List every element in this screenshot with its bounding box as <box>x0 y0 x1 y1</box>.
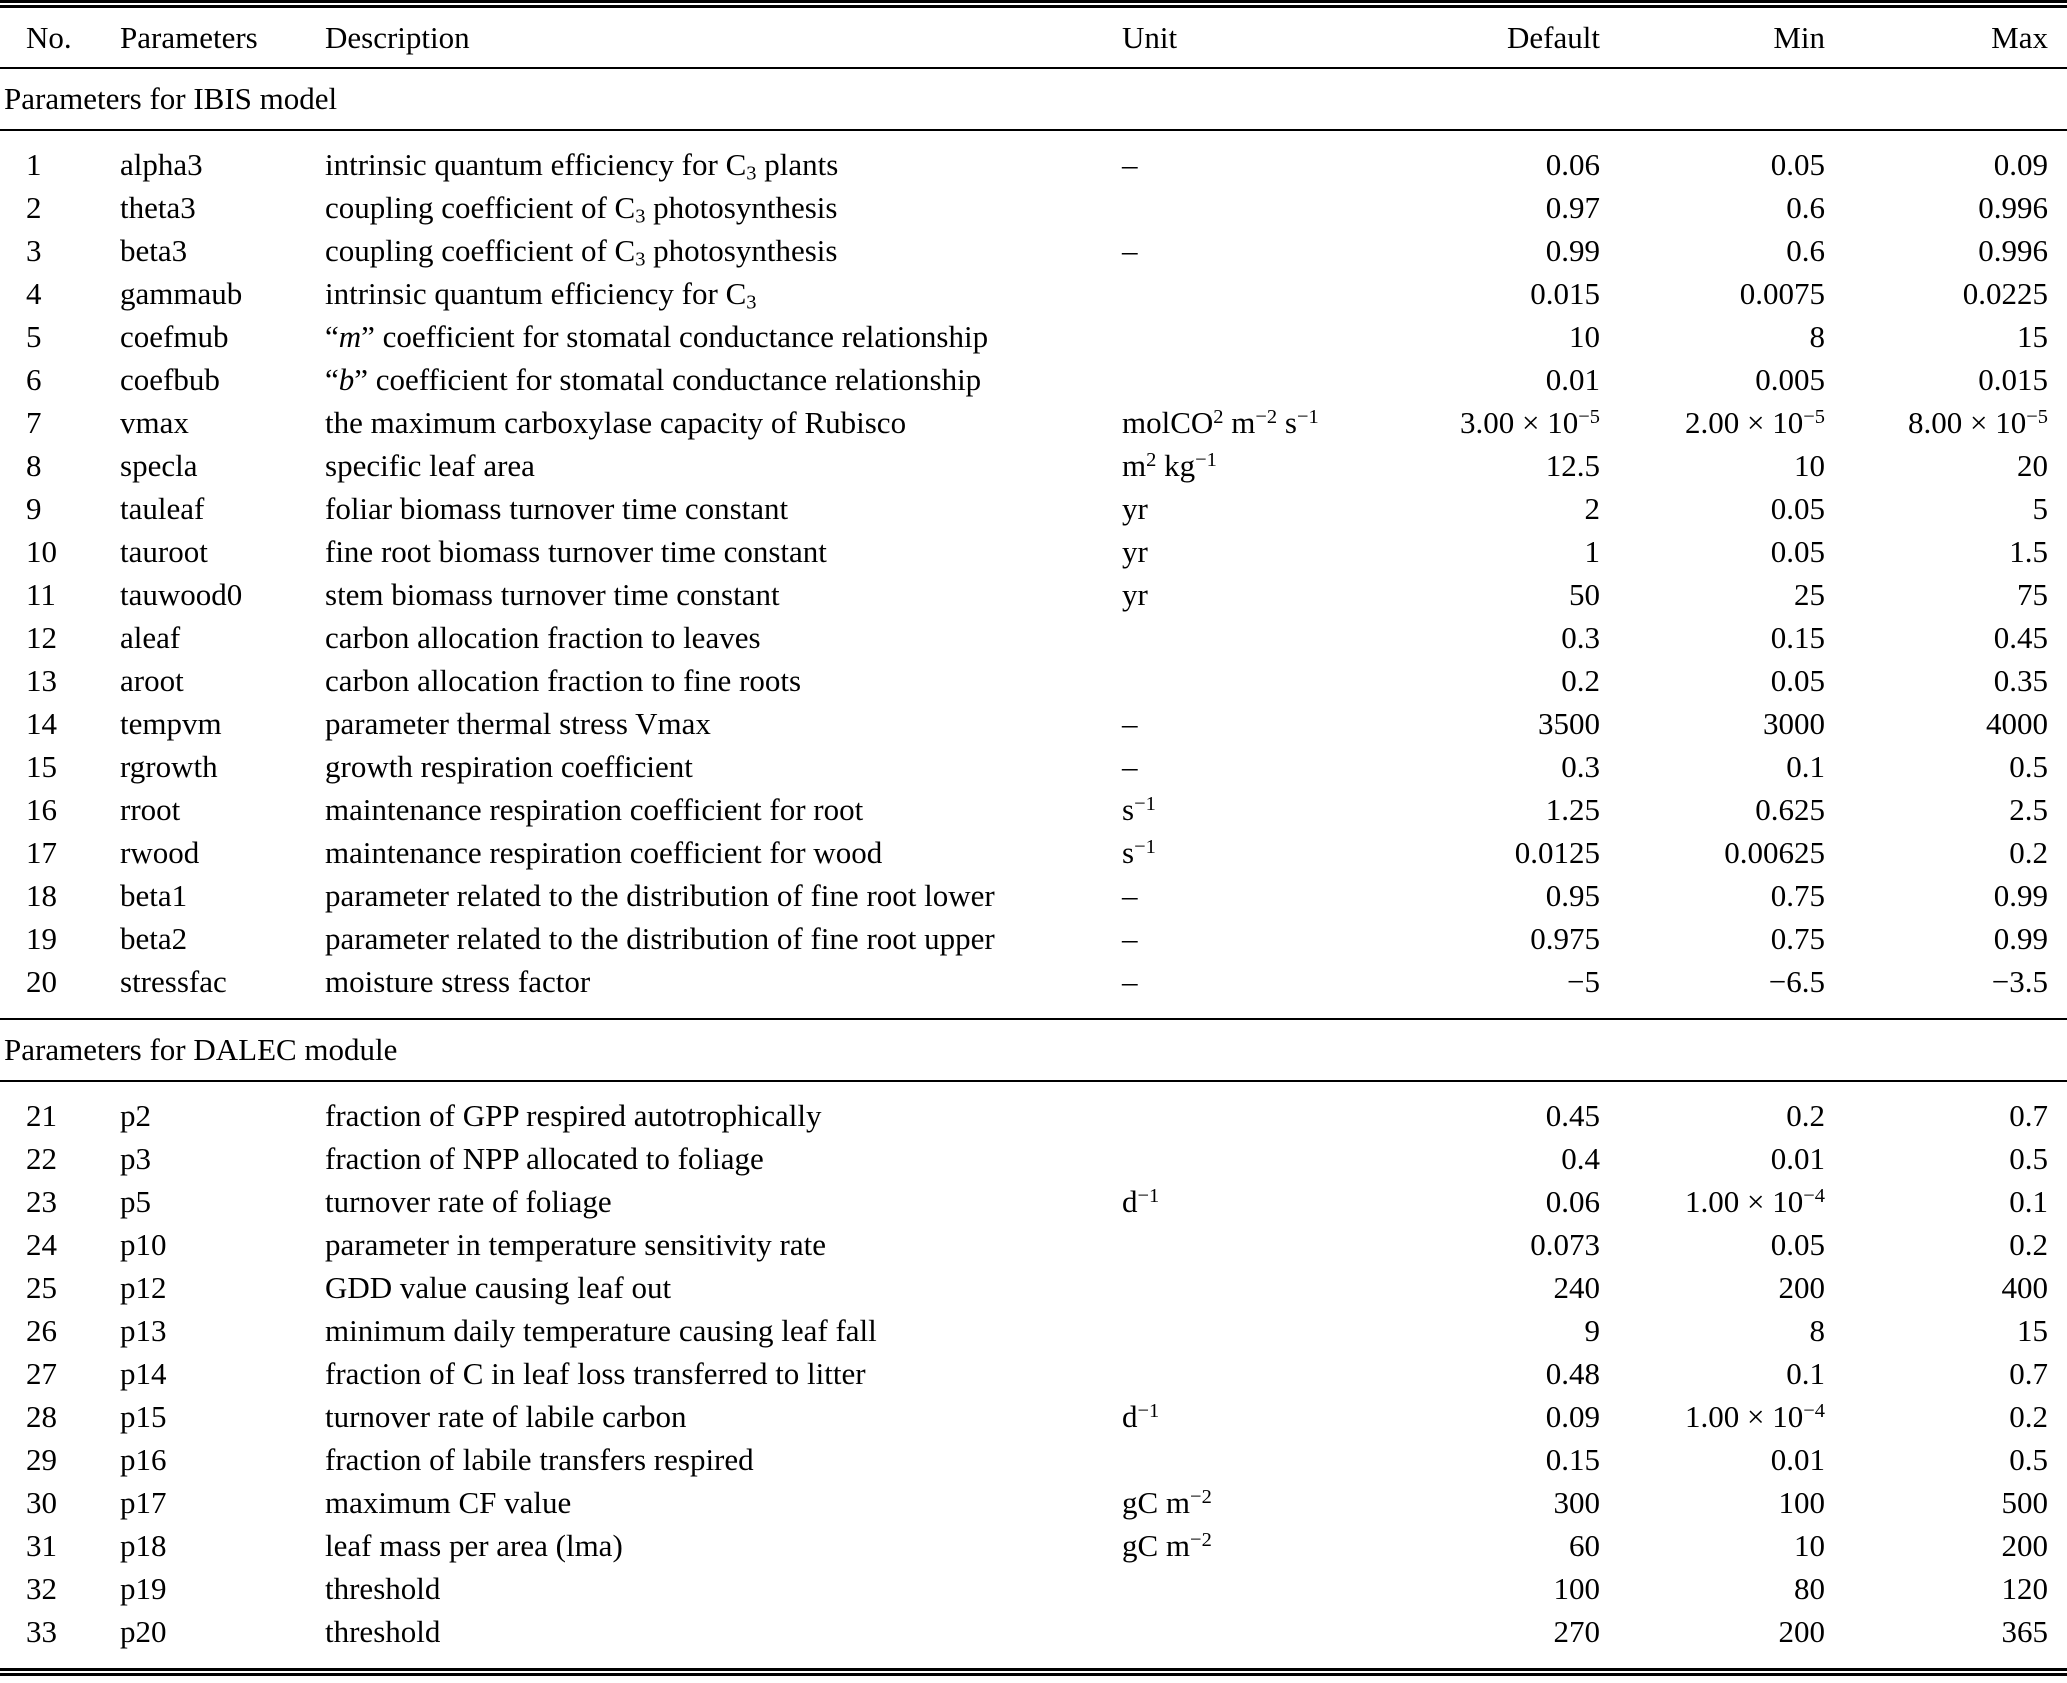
cell-unit: molCO$^2$ $m^{-2}$ $s^{-1}$ <box>1122 405 1319 440</box>
cell-default: 0.3 <box>1561 620 1600 655</box>
cell-unit: $s^{-1}$ <box>1122 792 1156 827</box>
cell-default: 0.09 <box>1545 1399 1600 1434</box>
cell-unit: $d^{-1}$ <box>1122 1184 1160 1219</box>
cell-min: 0.2 <box>1786 1098 1825 1133</box>
cell-max: 0.996 <box>1978 190 2048 225</box>
cell-no: 9 <box>26 491 42 526</box>
cell-default: 0.975 <box>1530 921 1600 956</box>
cell-param: rroot <box>120 792 181 827</box>
cell-desc: parameter thermal stress Vmax <box>325 706 711 741</box>
column-header-no: No. <box>26 19 72 55</box>
table-body <box>0 68 2067 1668</box>
cell-desc: parameter related to the distribution of fine root upper <box>325 921 995 956</box>
cell-max: 0.5 <box>2009 1442 2048 1477</box>
cell-param: vmax <box>120 405 189 440</box>
cell-min: 0.05 <box>1770 491 1825 526</box>
cell-default: 1 <box>1584 534 1600 569</box>
cell-unit <box>1122 1352 1435 1395</box>
cell-max: 0.0225 <box>1962 276 2048 311</box>
cell-unit <box>1122 315 1435 358</box>
cell-unit: gC $m^{-2}$ <box>1122 1485 1212 1520</box>
cell-desc: turnover rate of foliage <box>325 1184 612 1219</box>
table-row <box>0 1266 2067 1309</box>
cell-no: 12 <box>26 620 57 655</box>
table-row <box>0 917 2067 960</box>
cell-default: 0.45 <box>1545 1098 1600 1133</box>
cell-unit: yr <box>1122 491 1148 526</box>
cell-desc: stem biomass turnover time constant <box>325 577 780 612</box>
cell-no: 5 <box>26 319 42 354</box>
cell-no: 23 <box>26 1184 57 1219</box>
cell-default: 0.06 <box>1545 1184 1600 1219</box>
cell-no: 14 <box>26 706 57 741</box>
cell-min: 8 <box>1809 319 1825 354</box>
cell-no: 24 <box>26 1227 57 1262</box>
cell-no: 18 <box>26 878 57 913</box>
cell-param: gammaub <box>120 276 243 311</box>
cell-max: 400 <box>2001 1270 2048 1305</box>
cell-desc: fraction of GPP respired autotrophically <box>325 1098 822 1133</box>
cell-no: 2 <box>26 190 42 225</box>
cell-param: stressfac <box>120 964 227 999</box>
cell-unit: – <box>1122 706 1138 741</box>
cell-default: 0.0125 <box>1514 835 1600 870</box>
column-header-parameters: Parameters <box>120 19 258 55</box>
table-row <box>0 616 2067 659</box>
table-row <box>0 1309 2067 1352</box>
cell-desc: leaf mass per area (lma) <box>325 1528 623 1563</box>
table-row <box>0 1081 2067 1137</box>
cell-min: 8 <box>1809 1313 1825 1348</box>
cell-max: 0.45 <box>1993 620 2048 655</box>
table-row <box>0 1180 2067 1223</box>
cell-min: 25 <box>1794 577 1825 612</box>
cell-default: 100 <box>1553 1571 1600 1606</box>
cell-min: 0.01 <box>1770 1442 1825 1477</box>
table-row <box>0 401 2067 444</box>
cell-param: p3 <box>120 1141 151 1176</box>
cell-max: 0.1 <box>2009 1184 2048 1219</box>
cell-max: 0.2 <box>2009 835 2048 870</box>
cell-no: 19 <box>26 921 57 956</box>
cell-unit <box>1122 1266 1435 1309</box>
cell-default: 0.99 <box>1545 233 1600 268</box>
cell-desc: “m” coefficient for stomatal conductance relationship <box>325 319 989 354</box>
cell-max: 2.5 <box>2009 792 2048 827</box>
cell-desc: threshold <box>325 1614 441 1649</box>
cell-desc: fraction of NPP allocated to foliage <box>325 1141 764 1176</box>
cell-desc: carbon allocation fraction to fine roots <box>325 663 802 698</box>
cell-default: 0.15 <box>1545 1442 1600 1477</box>
cell-unit <box>1122 1438 1435 1481</box>
table-row <box>0 659 2067 702</box>
cell-unit: – <box>1122 878 1138 913</box>
cell-unit: $m^2$ $kg^{-1}$ <box>1122 448 1217 483</box>
cell-unit <box>1122 1223 1435 1266</box>
cell-param: theta3 <box>120 190 196 225</box>
cell-no: 6 <box>26 362 42 397</box>
column-header-min: Min <box>1773 19 1825 55</box>
cell-param: beta3 <box>120 233 188 268</box>
table-row <box>0 1137 2067 1180</box>
cell-max: 75 <box>2017 577 2048 612</box>
cell-param: specla <box>120 448 198 483</box>
cell-max: 0.2 <box>2009 1227 2048 1262</box>
cell-param: beta1 <box>120 878 188 913</box>
cell-default: 2 <box>1584 491 1600 526</box>
cell-no: 15 <box>26 749 57 784</box>
cell-param: p17 <box>120 1485 167 1520</box>
cell-min: 0.05 <box>1770 1227 1825 1262</box>
cell-no: 33 <box>26 1614 57 1649</box>
cell-max: 120 <box>2001 1571 2048 1606</box>
cell-max: 0.35 <box>1993 663 2048 698</box>
cell-param: tauleaf <box>120 491 205 526</box>
cell-param: aroot <box>120 663 184 698</box>
cell-min: 0.75 <box>1770 921 1825 956</box>
cell-unit: – <box>1122 964 1138 999</box>
table-row <box>0 1567 2067 1610</box>
cell-unit <box>1122 1610 1435 1668</box>
table-row <box>0 573 2067 616</box>
cell-min: 3000 <box>1763 706 1825 741</box>
cell-max: 0.7 <box>2009 1098 2048 1133</box>
cell-max: 0.7 <box>2009 1356 2048 1391</box>
table-row <box>0 788 2067 831</box>
cell-max: 15 <box>2017 1313 2048 1348</box>
table-row <box>0 1481 2067 1524</box>
column-header-default: Default <box>1507 19 1600 55</box>
cell-default: 3500 <box>1538 706 1600 741</box>
cell-unit <box>1122 1567 1435 1610</box>
cell-min: 200 <box>1778 1614 1825 1649</box>
cell-no: 13 <box>26 663 57 698</box>
cell-no: 31 <box>26 1528 57 1563</box>
cell-min: 0.00625 <box>1724 835 1825 870</box>
cell-min: −6.5 <box>1768 964 1825 999</box>
cell-max: 0.996 <box>1978 233 2048 268</box>
cell-min: 0.15 <box>1770 620 1825 655</box>
cell-no: 4 <box>26 276 42 311</box>
cell-min: 0.1 <box>1786 1356 1825 1391</box>
cell-min: $1.00 \times 10^{-4}$ <box>1685 1399 1825 1434</box>
cell-param: tempvm <box>120 706 222 741</box>
cell-min: 80 <box>1794 1571 1825 1606</box>
cell-param: aleaf <box>120 620 181 655</box>
cell-min: 10 <box>1794 448 1825 483</box>
cell-no: 29 <box>26 1442 57 1477</box>
column-header-max: Max <box>1991 19 2048 55</box>
table-row <box>0 186 2067 229</box>
cell-default: 60 <box>1569 1528 1600 1563</box>
cell-max: 0.5 <box>2009 749 2048 784</box>
cell-param: tauroot <box>120 534 208 569</box>
cell-default: 300 <box>1553 1485 1600 1520</box>
cell-max: 0.09 <box>1993 147 2048 182</box>
cell-default: 0.073 <box>1530 1227 1600 1262</box>
cell-desc: maximum CF value <box>325 1485 572 1520</box>
table-row <box>0 745 2067 788</box>
cell-desc: “b” coefficient for stomatal conductance relationship <box>325 362 982 397</box>
cell-desc: coupling coefficient of $C_3$ photosynthesis <box>325 233 838 271</box>
table-row <box>0 1223 2067 1266</box>
cell-default: 270 <box>1553 1614 1600 1649</box>
cell-desc: fraction of labile transfers respired <box>325 1442 754 1477</box>
cell-param: alpha3 <box>120 147 203 182</box>
cell-max: −3.5 <box>1991 964 2048 999</box>
cell-desc: fine root biomass turnover time constant <box>325 534 827 569</box>
cell-max: 0.5 <box>2009 1141 2048 1176</box>
table-header-row <box>0 8 2067 68</box>
table-row <box>0 1524 2067 1567</box>
cell-unit: – <box>1122 233 1138 268</box>
cell-min: 0.6 <box>1786 190 1825 225</box>
cell-unit: $s^{-1}$ <box>1122 835 1156 870</box>
cell-max: 0.99 <box>1993 921 2048 956</box>
cell-default: 0.2 <box>1561 663 1600 698</box>
cell-default: 50 <box>1569 577 1600 612</box>
cell-unit: $d^{-1}$ <box>1122 1399 1160 1434</box>
table-row <box>0 358 2067 401</box>
column-header-description: Description <box>325 19 470 55</box>
cell-min: 0.05 <box>1770 663 1825 698</box>
cell-unit <box>1122 1137 1435 1180</box>
cell-no: 30 <box>26 1485 57 1520</box>
cell-desc: moisture stress factor <box>325 964 591 999</box>
cell-no: 28 <box>26 1399 57 1434</box>
cell-no: 21 <box>26 1098 57 1133</box>
cell-desc: specific leaf area <box>325 448 535 483</box>
cell-desc: intrinsic quantum efficiency for $C_3$ <box>325 276 757 314</box>
cell-max: 4000 <box>1986 706 2048 741</box>
cell-param: p20 <box>120 1614 167 1649</box>
table-row <box>0 1395 2067 1438</box>
cell-default: 0.4 <box>1561 1141 1600 1176</box>
parameters-table <box>0 8 2067 1668</box>
cell-min: 0.01 <box>1770 1141 1825 1176</box>
cell-default: 0.95 <box>1545 878 1600 913</box>
table-row <box>0 444 2067 487</box>
table-row <box>0 487 2067 530</box>
table-row <box>0 229 2067 272</box>
cell-unit: – <box>1122 921 1138 956</box>
cell-min: $2.00 \times 10^{-5}$ <box>1685 405 1825 440</box>
cell-param: coefmub <box>120 319 229 354</box>
cell-max: 365 <box>2001 1614 2048 1649</box>
cell-desc: parameter in temperature sensitivity rate <box>325 1227 826 1262</box>
cell-desc: fraction of C in leaf loss transferred to litter <box>325 1356 866 1391</box>
cell-unit <box>1122 272 1435 315</box>
cell-no: 27 <box>26 1356 57 1391</box>
cell-no: 26 <box>26 1313 57 1348</box>
cell-unit: – <box>1122 147 1138 182</box>
column-header-unit: Unit <box>1122 19 1178 55</box>
cell-unit: – <box>1122 749 1138 784</box>
cell-no: 17 <box>26 835 57 870</box>
cell-max: 0.2 <box>2009 1399 2048 1434</box>
cell-unit <box>1122 358 1435 401</box>
cell-min: $1.00 \times 10^{-4}$ <box>1685 1184 1825 1219</box>
table-row <box>0 530 2067 573</box>
cell-no: 8 <box>26 448 42 483</box>
cell-param: p13 <box>120 1313 167 1348</box>
cell-param: p18 <box>120 1528 167 1563</box>
cell-no: 20 <box>26 964 57 999</box>
cell-desc: threshold <box>325 1571 441 1606</box>
cell-param: p10 <box>120 1227 167 1262</box>
cell-no: 7 <box>26 405 42 440</box>
cell-no: 32 <box>26 1571 57 1606</box>
cell-min: 0.75 <box>1770 878 1825 913</box>
cell-default: 0.48 <box>1545 1356 1600 1391</box>
cell-default: 0.3 <box>1561 749 1600 784</box>
table-row <box>0 831 2067 874</box>
table-row <box>0 1438 2067 1481</box>
cell-no: 3 <box>26 233 42 268</box>
cell-desc: intrinsic quantum efficiency for $C_3$ plants <box>325 147 839 185</box>
cell-param: tauwood0 <box>120 577 243 612</box>
table-row <box>0 315 2067 358</box>
cell-unit <box>1122 616 1435 659</box>
cell-unit <box>1122 1309 1435 1352</box>
cell-default: 0.01 <box>1545 362 1600 397</box>
cell-no: 25 <box>26 1270 57 1305</box>
section-title: Parameters for IBIS model <box>4 81 338 116</box>
cell-default: $3.00 \times 10^{-5}$ <box>1460 405 1600 440</box>
cell-min: 0.1 <box>1786 749 1825 784</box>
cell-param: p16 <box>120 1442 167 1477</box>
cell-unit <box>1122 1081 1435 1137</box>
cell-desc: the maximum carboxylase capacity of Rubisco <box>325 405 907 440</box>
cell-default: 1.25 <box>1545 792 1600 827</box>
cell-desc: GDD value causing leaf out <box>325 1270 672 1305</box>
cell-max: 500 <box>2001 1485 2048 1520</box>
cell-no: 11 <box>26 577 56 612</box>
cell-unit <box>1122 186 1435 229</box>
table-row <box>0 874 2067 917</box>
cell-desc: coupling coefficient of $C_3$ photosynthesis <box>325 190 838 228</box>
section-title: Parameters for DALEC module <box>4 1032 398 1067</box>
cell-max: 1.5 <box>2009 534 2048 569</box>
cell-desc: minimum daily temperature causing leaf fall <box>325 1313 877 1348</box>
cell-unit: yr <box>1122 577 1148 612</box>
cell-default: 0.97 <box>1545 190 1600 225</box>
cell-unit: yr <box>1122 534 1148 569</box>
cell-min: 0.05 <box>1770 534 1825 569</box>
cell-param: p5 <box>120 1184 151 1219</box>
table-row <box>0 1352 2067 1395</box>
cell-max: 15 <box>2017 319 2048 354</box>
cell-param: p14 <box>120 1356 167 1391</box>
cell-desc: turnover rate of labile carbon <box>325 1399 687 1434</box>
cell-max: $8.00 \times 10^{-5}$ <box>1908 405 2048 440</box>
cell-min: 0.625 <box>1755 792 1825 827</box>
cell-unit: gC $m^{-2}$ <box>1122 1528 1212 1563</box>
cell-min: 0.05 <box>1770 147 1825 182</box>
section-title-row <box>0 1019 2067 1081</box>
cell-no: 22 <box>26 1141 57 1176</box>
cell-unit <box>1122 659 1435 702</box>
cell-param: p2 <box>120 1098 151 1133</box>
cell-default: 0.015 <box>1530 276 1600 311</box>
cell-desc: maintenance respiration coefficient for root <box>325 792 864 827</box>
cell-param: coefbub <box>120 362 220 397</box>
cell-min: 10 <box>1794 1528 1825 1563</box>
cell-max: 200 <box>2001 1528 2048 1563</box>
cell-desc: foliar biomass turnover time constant <box>325 491 789 526</box>
cell-param: p19 <box>120 1571 167 1606</box>
cell-param: rwood <box>120 835 200 870</box>
cell-max: 20 <box>2017 448 2048 483</box>
table-row <box>0 702 2067 745</box>
cell-param: p12 <box>120 1270 167 1305</box>
cell-default: 10 <box>1569 319 1600 354</box>
cell-desc: growth respiration coefficient <box>325 749 693 784</box>
cell-max: 5 <box>2032 491 2048 526</box>
cell-min: 0.005 <box>1755 362 1825 397</box>
cell-default: 12.5 <box>1545 448 1600 483</box>
cell-min: 100 <box>1778 1485 1825 1520</box>
cell-min: 0.6 <box>1786 233 1825 268</box>
section-title-row <box>0 68 2067 130</box>
table-row <box>0 1610 2067 1668</box>
cell-max: 0.99 <box>1993 878 2048 913</box>
cell-desc: carbon allocation fraction to leaves <box>325 620 761 655</box>
cell-min: 200 <box>1778 1270 1825 1305</box>
cell-no: 10 <box>26 534 57 569</box>
table-row <box>0 130 2067 186</box>
cell-default: −5 <box>1567 964 1600 999</box>
cell-param: p15 <box>120 1399 167 1434</box>
cell-no: 16 <box>26 792 57 827</box>
cell-max: 0.015 <box>1978 362 2048 397</box>
table-row <box>0 272 2067 315</box>
table-row <box>0 960 2067 1019</box>
cell-no: 1 <box>26 147 42 182</box>
cell-default: 9 <box>1584 1313 1600 1348</box>
cell-min: 0.0075 <box>1739 276 1825 311</box>
cell-param: rgrowth <box>120 749 218 784</box>
cell-default: 0.06 <box>1545 147 1600 182</box>
cell-default: 240 <box>1553 1270 1600 1305</box>
cell-desc: maintenance respiration coefficient for wood <box>325 835 883 870</box>
cell-param: beta2 <box>120 921 188 956</box>
cell-desc: parameter related to the distribution of fine root lower <box>325 878 995 913</box>
